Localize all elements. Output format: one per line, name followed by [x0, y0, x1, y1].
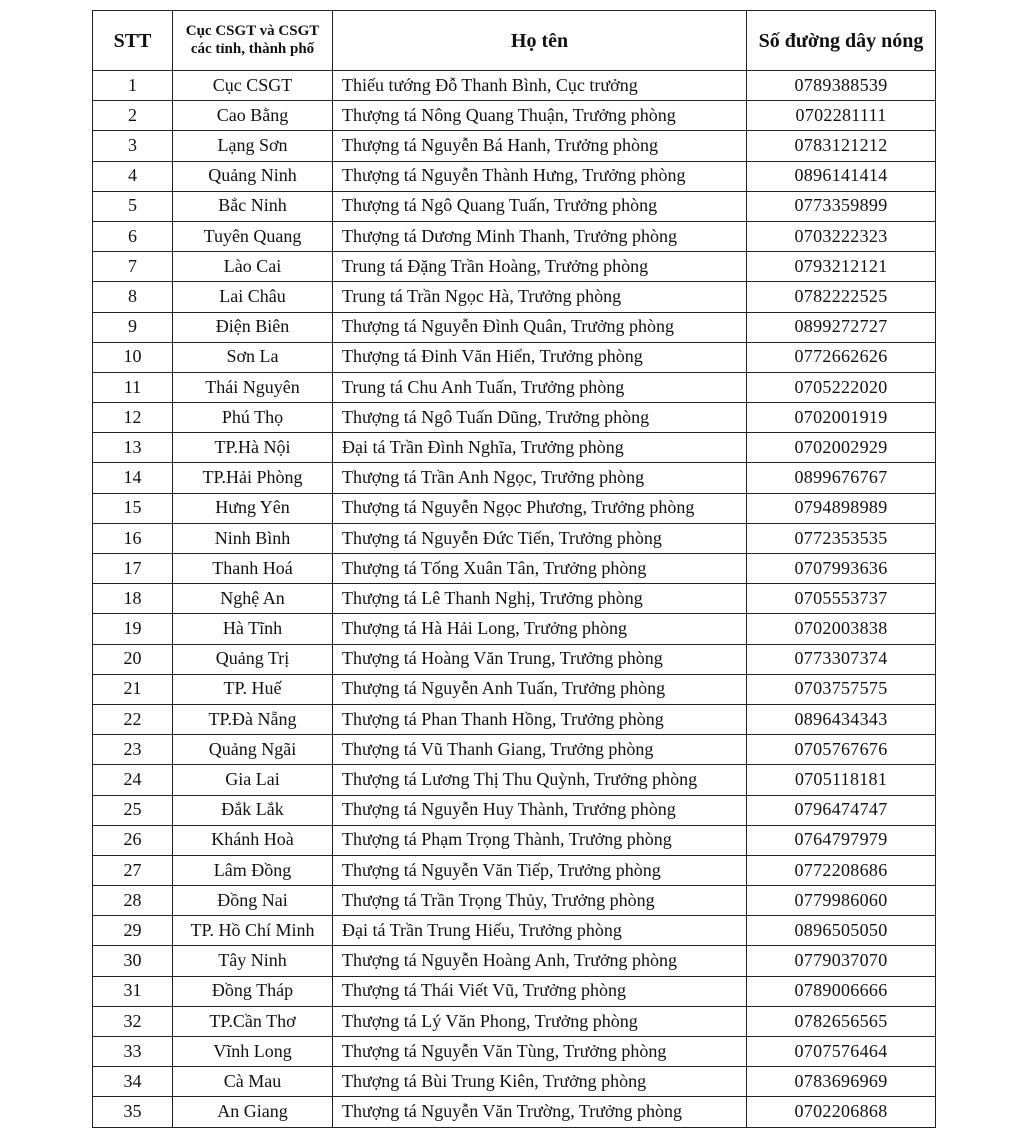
row-officer-name: Thượng tá Bùi Trung Kiên, Trưởng phòng — [333, 1067, 747, 1097]
row-officer-name: Trung tá Chu Anh Tuấn, Trưởng phòng — [333, 372, 747, 402]
row-stt: 24 — [93, 765, 173, 795]
row-officer-name: Đại tá Trần Đình Nghĩa, Trưởng phòng — [333, 433, 747, 463]
table-row — [93, 554, 936, 584]
table-row — [93, 674, 936, 704]
row-hotline-number: 0702003838 — [747, 614, 936, 644]
row-unit: Quảng Ngãi — [173, 735, 333, 765]
row-hotline-number: 0703222323 — [747, 221, 936, 251]
table-row — [93, 584, 936, 614]
row-hotline-number: 0764797979 — [747, 825, 936, 855]
row-hotline-number: 0773359899 — [747, 191, 936, 221]
row-stt: 9 — [93, 312, 173, 342]
row-unit: Thanh Hoá — [173, 554, 333, 584]
table-row — [93, 463, 936, 493]
row-hotline-number: 0899272727 — [747, 312, 936, 342]
row-stt: 22 — [93, 704, 173, 734]
row-stt: 29 — [93, 916, 173, 946]
row-unit: TP.Cần Thơ — [173, 1006, 333, 1036]
table-row — [93, 855, 936, 885]
table-row — [93, 1037, 936, 1067]
table-row — [93, 825, 936, 855]
table-row — [93, 765, 936, 795]
header-name: Họ tên — [333, 11, 747, 71]
row-unit: Lạng Sơn — [173, 131, 333, 161]
row-stt: 19 — [93, 614, 173, 644]
table-row — [93, 523, 936, 553]
row-officer-name: Thượng tá Nguyễn Đình Quân, Trưởng phòng — [333, 312, 747, 342]
table-row — [93, 795, 936, 825]
table-row — [93, 161, 936, 191]
row-hotline-number: 0773307374 — [747, 644, 936, 674]
row-officer-name: Thượng tá Lương Thị Thu Quỳnh, Trưởng phòng — [333, 765, 747, 795]
row-officer-name: Thượng tá Nguyễn Hoàng Anh, Trưởng phòng — [333, 946, 747, 976]
hotline-table — [92, 10, 936, 1128]
row-unit: Thái Nguyên — [173, 372, 333, 402]
row-unit: Quảng Trị — [173, 644, 333, 674]
row-officer-name: Thượng tá Nguyễn Bá Hanh, Trưởng phòng — [333, 131, 747, 161]
row-hotline-number: 0707576464 — [747, 1037, 936, 1067]
row-hotline-number: 0772353535 — [747, 523, 936, 553]
table-row — [93, 342, 936, 372]
row-stt: 8 — [93, 282, 173, 312]
row-hotline-number: 0782222525 — [747, 282, 936, 312]
row-officer-name: Thượng tá Dương Minh Thanh, Trưởng phòng — [333, 221, 747, 251]
row-unit: Cao Bằng — [173, 101, 333, 131]
row-unit: TP.Hà Nội — [173, 433, 333, 463]
row-stt: 16 — [93, 523, 173, 553]
row-unit: Bắc Ninh — [173, 191, 333, 221]
table-row — [93, 704, 936, 734]
row-stt: 1 — [93, 71, 173, 101]
row-officer-name: Thượng tá Nông Quang Thuận, Trưởng phòng — [333, 101, 747, 131]
row-hotline-number: 0702001919 — [747, 403, 936, 433]
row-officer-name: Thượng tá Hà Hải Long, Trưởng phòng — [333, 614, 747, 644]
row-stt: 12 — [93, 403, 173, 433]
row-officer-name: Thượng tá Nguyễn Văn Tiếp, Trưởng phòng — [333, 855, 747, 885]
row-officer-name: Thượng tá Trần Anh Ngọc, Trưởng phòng — [333, 463, 747, 493]
row-unit: Đồng Nai — [173, 886, 333, 916]
row-hotline-number: 0793212121 — [747, 252, 936, 282]
row-officer-name: Trung tá Đặng Trần Hoàng, Trưởng phòng — [333, 252, 747, 282]
row-officer-name: Thượng tá Nguyễn Đức Tiến, Trưởng phòng — [333, 523, 747, 553]
row-stt: 7 — [93, 252, 173, 282]
row-unit: Nghệ An — [173, 584, 333, 614]
row-hotline-number: 0772662626 — [747, 342, 936, 372]
row-stt: 21 — [93, 674, 173, 704]
table-row — [93, 644, 936, 674]
row-stt: 23 — [93, 735, 173, 765]
row-stt: 20 — [93, 644, 173, 674]
row-officer-name: Thượng tá Phan Thanh Hồng, Trưởng phòng — [333, 704, 747, 734]
row-hotline-number: 0794898989 — [747, 493, 936, 523]
row-hotline-number: 0782656565 — [747, 1006, 936, 1036]
row-stt: 32 — [93, 1006, 173, 1036]
table-row — [93, 71, 936, 101]
table-row — [93, 252, 936, 282]
row-stt: 4 — [93, 161, 173, 191]
row-officer-name: Thượng tá Nguyễn Văn Trường, Trưởng phòng — [333, 1097, 747, 1127]
row-stt: 27 — [93, 855, 173, 885]
table-row — [93, 403, 936, 433]
row-officer-name: Thượng tá Ngô Tuấn Dũng, Trưởng phòng — [333, 403, 747, 433]
table-row — [93, 131, 936, 161]
row-officer-name: Thượng tá Lê Thanh Nghị, Trưởng phòng — [333, 584, 747, 614]
row-officer-name: Thượng tá Nguyễn Thành Hưng, Trưởng phòng — [333, 161, 747, 191]
row-officer-name: Thượng tá Trần Trọng Thủy, Trưởng phòng — [333, 886, 747, 916]
row-stt: 5 — [93, 191, 173, 221]
table-row — [93, 221, 936, 251]
row-hotline-number: 0783696969 — [747, 1067, 936, 1097]
row-stt: 33 — [93, 1037, 173, 1067]
row-hotline-number: 0796474747 — [747, 795, 936, 825]
header-phone: Số đường dây nóng — [747, 11, 936, 71]
row-unit: Lâm Đồng — [173, 855, 333, 885]
row-stt: 30 — [93, 946, 173, 976]
row-officer-name: Thượng tá Tống Xuân Tân, Trưởng phòng — [333, 554, 747, 584]
row-unit: Sơn La — [173, 342, 333, 372]
table-row — [93, 493, 936, 523]
row-unit: Cà Mau — [173, 1067, 333, 1097]
row-hotline-number: 0705767676 — [747, 735, 936, 765]
row-hotline-number: 0702002929 — [747, 433, 936, 463]
row-stt: 26 — [93, 825, 173, 855]
row-unit: Lai Châu — [173, 282, 333, 312]
row-unit: An Giang — [173, 1097, 333, 1127]
row-hotline-number: 0705118181 — [747, 765, 936, 795]
table-row — [93, 1006, 936, 1036]
table-body — [93, 71, 936, 1128]
row-stt: 6 — [93, 221, 173, 251]
row-stt: 31 — [93, 976, 173, 1006]
row-unit: Hà Tĩnh — [173, 614, 333, 644]
row-officer-name: Thượng tá Lý Văn Phong, Trưởng phòng — [333, 1006, 747, 1036]
header-unit: Cục CSGT và CSGT các tỉnh, thành phố — [173, 11, 333, 71]
row-officer-name: Thượng tá Đinh Văn Hiển, Trưởng phòng — [333, 342, 747, 372]
row-hotline-number: 0707993636 — [747, 554, 936, 584]
table-row — [93, 282, 936, 312]
row-officer-name: Thượng tá Nguyễn Anh Tuấn, Trưởng phòng — [333, 674, 747, 704]
row-hotline-number: 0779037070 — [747, 946, 936, 976]
table-row — [93, 976, 936, 1006]
row-hotline-number: 0702206868 — [747, 1097, 936, 1127]
table-row — [93, 191, 936, 221]
row-hotline-number: 0783121212 — [747, 131, 936, 161]
row-hotline-number: 0705222020 — [747, 372, 936, 402]
row-officer-name: Thượng tá Nguyễn Ngọc Phương, Trưởng phòng — [333, 493, 747, 523]
header-stt: STT — [93, 11, 173, 71]
table-row — [93, 101, 936, 131]
row-hotline-number: 0702281111 — [747, 101, 936, 131]
row-hotline-number: 0703757575 — [747, 674, 936, 704]
row-officer-name: Thiếu tướng Đỗ Thanh Bình, Cục trưởng — [333, 71, 747, 101]
row-hotline-number: 0896505050 — [747, 916, 936, 946]
table-row — [93, 1067, 936, 1097]
row-unit: Cục CSGT — [173, 71, 333, 101]
row-unit: Điện Biên — [173, 312, 333, 342]
row-officer-name: Thượng tá Thái Viết Vũ, Trưởng phòng — [333, 976, 747, 1006]
row-unit: TP. Hồ Chí Minh — [173, 916, 333, 946]
row-stt: 15 — [93, 493, 173, 523]
table-row — [93, 312, 936, 342]
table-row — [93, 735, 936, 765]
row-unit: Ninh Bình — [173, 523, 333, 553]
table-header — [93, 11, 936, 71]
row-officer-name: Thượng tá Ngô Quang Tuấn, Trưởng phòng — [333, 191, 747, 221]
row-stt: 3 — [93, 131, 173, 161]
row-stt: 13 — [93, 433, 173, 463]
row-hotline-number: 0789388539 — [747, 71, 936, 101]
row-unit: TP.Hải Phòng — [173, 463, 333, 493]
table-row — [93, 372, 936, 402]
row-stt: 14 — [93, 463, 173, 493]
row-unit: Đồng Tháp — [173, 976, 333, 1006]
row-unit: Khánh Hoà — [173, 825, 333, 855]
row-stt: 11 — [93, 372, 173, 402]
row-hotline-number: 0896434343 — [747, 704, 936, 734]
row-stt: 25 — [93, 795, 173, 825]
table-row — [93, 946, 936, 976]
row-officer-name: Thượng tá Nguyễn Huy Thành, Trưởng phòng — [333, 795, 747, 825]
row-stt: 34 — [93, 1067, 173, 1097]
row-officer-name: Thượng tá Nguyễn Văn Tùng, Trưởng phòng — [333, 1037, 747, 1067]
row-unit: Phú Thọ — [173, 403, 333, 433]
row-hotline-number: 0789006666 — [747, 976, 936, 1006]
row-officer-name: Trung tá Trần Ngọc Hà, Trưởng phòng — [333, 282, 747, 312]
row-hotline-number: 0896141414 — [747, 161, 936, 191]
row-unit: Tây Ninh — [173, 946, 333, 976]
row-hotline-number: 0772208686 — [747, 855, 936, 885]
table-row — [93, 614, 936, 644]
row-stt: 10 — [93, 342, 173, 372]
row-stt: 18 — [93, 584, 173, 614]
row-unit: TP. Huế — [173, 674, 333, 704]
table-row — [93, 886, 936, 916]
row-stt: 2 — [93, 101, 173, 131]
row-stt: 28 — [93, 886, 173, 916]
row-unit: Vĩnh Long — [173, 1037, 333, 1067]
row-hotline-number: 0705553737 — [747, 584, 936, 614]
table-row — [93, 916, 936, 946]
row-officer-name: Đại tá Trần Trung Hiếu, Trưởng phòng — [333, 916, 747, 946]
row-unit: Gia Lai — [173, 765, 333, 795]
row-unit: Tuyên Quang — [173, 221, 333, 251]
table-row — [93, 1097, 936, 1127]
row-stt: 17 — [93, 554, 173, 584]
row-officer-name: Thượng tá Hoàng Văn Trung, Trưởng phòng — [333, 644, 747, 674]
row-hotline-number: 0899676767 — [747, 463, 936, 493]
row-unit: TP.Đà Nẵng — [173, 704, 333, 734]
row-unit: Quảng Ninh — [173, 161, 333, 191]
row-hotline-number: 0779986060 — [747, 886, 936, 916]
row-stt: 35 — [93, 1097, 173, 1127]
row-officer-name: Thượng tá Vũ Thanh Giang, Trưởng phòng — [333, 735, 747, 765]
row-unit: Lào Cai — [173, 252, 333, 282]
table-row — [93, 433, 936, 463]
header-row — [93, 11, 936, 71]
row-unit: Đắk Lắk — [173, 795, 333, 825]
row-unit: Hưng Yên — [173, 493, 333, 523]
row-officer-name: Thượng tá Phạm Trọng Thành, Trưởng phòng — [333, 825, 747, 855]
